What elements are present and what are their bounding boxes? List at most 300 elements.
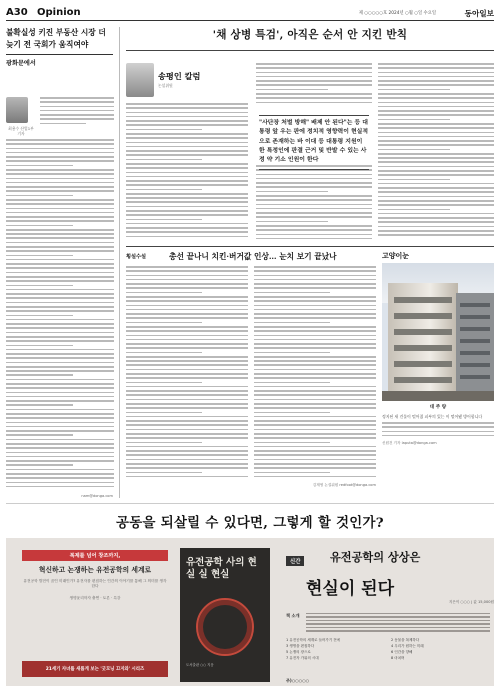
text-line xyxy=(254,437,376,439)
text-line xyxy=(254,305,376,307)
divider xyxy=(6,54,113,55)
text-line xyxy=(6,319,114,321)
text-line xyxy=(6,469,114,471)
ad-left-text-2: 생명윤리학자 출연 · 토론 · 특강 xyxy=(69,595,121,600)
bottom-article-headline: 총선 끝나니 치킨·버거값 인상… 눈치 보기 끝났나 xyxy=(169,252,337,261)
text-line xyxy=(6,276,114,278)
text-line xyxy=(126,472,202,474)
text-line xyxy=(6,289,114,291)
text-line xyxy=(6,173,114,175)
text-line xyxy=(256,93,372,95)
text-line xyxy=(254,420,376,422)
text-line xyxy=(378,161,494,163)
text-line xyxy=(378,200,494,202)
text-line xyxy=(126,463,248,465)
text-line xyxy=(126,270,248,272)
text-line xyxy=(378,204,494,206)
text-line xyxy=(6,285,73,287)
text-line xyxy=(6,349,114,351)
contents-item: 7 유전자 가위의 시대 xyxy=(286,656,319,660)
text-line xyxy=(306,630,490,631)
text-line xyxy=(378,80,494,82)
text-line xyxy=(256,225,372,227)
text-line xyxy=(254,476,376,478)
text-line xyxy=(6,178,114,180)
page-number: A30 xyxy=(6,7,28,18)
text-line xyxy=(126,124,248,126)
text-line xyxy=(6,182,114,184)
text-line xyxy=(378,63,494,65)
text-line xyxy=(254,386,376,388)
text-line xyxy=(126,142,248,144)
text-line xyxy=(6,383,114,385)
book-description xyxy=(306,613,490,634)
text-line xyxy=(6,280,114,282)
text-line xyxy=(126,112,248,114)
issue-date: 제 ○○○○○호 2024년 ○월 ○일 수요일 xyxy=(358,11,436,16)
text-line xyxy=(6,263,114,265)
text-line xyxy=(254,424,376,426)
book-cover-subtitle: 도서출판 ○○ 지음 xyxy=(186,663,214,667)
text-line xyxy=(256,89,328,91)
text-line xyxy=(126,403,248,405)
text-line xyxy=(126,450,248,452)
text-line xyxy=(254,433,376,435)
text-line xyxy=(254,296,376,298)
text-line xyxy=(382,426,494,428)
text-line xyxy=(378,110,494,112)
book-cover-title: 유전공학 사의 현실 실 현실 xyxy=(186,557,257,580)
text-line xyxy=(6,152,114,154)
text-line xyxy=(126,296,248,298)
text-line xyxy=(126,214,248,216)
text-line xyxy=(6,250,114,252)
text-line xyxy=(6,160,114,162)
text-line xyxy=(126,459,248,461)
text-line xyxy=(6,216,114,218)
contents-item: 1 유전공학의 세계로 들어가기 전에 xyxy=(286,638,341,642)
text-line xyxy=(378,179,450,181)
main-headline-area xyxy=(126,27,494,42)
text-line xyxy=(6,430,114,432)
text-line xyxy=(126,180,248,182)
text-line xyxy=(126,116,248,118)
left-article-body xyxy=(6,139,114,490)
text-line xyxy=(6,229,114,231)
text-line xyxy=(256,204,372,206)
text-line xyxy=(6,186,114,188)
text-line xyxy=(254,330,376,332)
text-line xyxy=(378,183,494,185)
text-line xyxy=(6,417,114,419)
text-line xyxy=(126,442,202,444)
text-line xyxy=(126,189,202,191)
text-line xyxy=(378,217,494,219)
text-line xyxy=(378,149,450,151)
text-line xyxy=(254,360,376,362)
text-line xyxy=(254,454,376,456)
text-line xyxy=(6,302,114,304)
book-cover xyxy=(180,548,270,682)
text-line xyxy=(378,136,494,138)
text-line xyxy=(126,317,248,319)
text-line xyxy=(254,309,376,311)
text-line xyxy=(256,76,372,78)
series-label: 횡설수설 xyxy=(126,254,147,260)
pull-quote xyxy=(256,108,372,177)
divider xyxy=(126,50,494,51)
text-line xyxy=(254,275,376,277)
book-meta: 지은이 ○○○ | 값 15,000원 xyxy=(448,600,494,604)
text-line xyxy=(256,102,372,104)
text-line xyxy=(126,386,248,388)
text-line xyxy=(126,159,202,161)
text-line xyxy=(256,84,372,86)
text-line xyxy=(378,187,494,189)
text-line xyxy=(6,443,114,445)
text-line xyxy=(6,456,114,458)
text-line xyxy=(6,404,73,406)
text-line xyxy=(126,287,248,289)
text-line xyxy=(254,313,376,315)
text-line xyxy=(126,283,248,285)
text-line xyxy=(254,377,376,379)
text-line xyxy=(256,80,372,82)
text-line xyxy=(6,332,114,334)
text-line xyxy=(6,315,73,317)
text-line xyxy=(126,347,248,349)
text-line xyxy=(126,227,248,229)
text-line xyxy=(126,335,248,337)
text-line xyxy=(256,178,372,180)
text-line xyxy=(126,369,248,371)
bottom-article xyxy=(126,251,376,487)
text-line xyxy=(126,163,248,165)
photo-feature xyxy=(382,251,494,498)
text-line xyxy=(40,118,114,120)
text-line xyxy=(378,114,494,116)
text-line xyxy=(254,467,376,469)
text-line xyxy=(306,613,490,614)
contents-item: 3 생명을 편집하다 xyxy=(286,644,315,648)
text-line xyxy=(126,223,248,225)
contents-item: 8 마치며 xyxy=(391,656,405,660)
text-line xyxy=(6,362,114,364)
text-line xyxy=(256,186,372,188)
text-line xyxy=(6,220,114,222)
text-line xyxy=(126,133,248,135)
text-line xyxy=(6,486,114,488)
text-line xyxy=(6,434,73,436)
text-line xyxy=(6,310,114,312)
text-line xyxy=(254,317,376,319)
text-line xyxy=(126,292,202,294)
text-line xyxy=(126,129,202,131)
text-line xyxy=(256,234,372,236)
book-contents-list xyxy=(286,638,490,661)
text-line xyxy=(378,72,494,74)
text-line xyxy=(254,300,376,302)
text-line xyxy=(6,400,114,402)
text-line xyxy=(254,352,330,354)
text-line xyxy=(254,472,330,474)
contents-item: 6 인간을 향해 xyxy=(391,650,413,654)
ad-right-headline: 유전공학의 상상은 xyxy=(330,550,421,564)
text-line xyxy=(126,210,248,212)
text-line xyxy=(126,266,248,268)
text-line xyxy=(126,150,248,152)
text-line xyxy=(254,283,376,285)
text-line xyxy=(254,390,376,392)
text-line xyxy=(378,123,494,125)
text-line xyxy=(40,110,114,112)
book-description-label: 책 소개 xyxy=(286,613,300,618)
text-line xyxy=(6,148,114,150)
text-line xyxy=(6,370,114,372)
text-line xyxy=(6,387,114,389)
text-line xyxy=(126,377,248,379)
text-line xyxy=(126,343,248,345)
publisher-name: 주)○○○○○ xyxy=(286,678,310,683)
text-line xyxy=(126,313,248,315)
ad-panel xyxy=(6,538,494,686)
text-line xyxy=(126,416,248,418)
text-line xyxy=(378,213,494,215)
bottom-article-body xyxy=(126,266,376,480)
text-line xyxy=(6,165,73,167)
text-line xyxy=(6,426,114,428)
text-line xyxy=(6,225,73,227)
text-line xyxy=(378,132,494,134)
text-line xyxy=(126,184,248,186)
dna-graphic-icon xyxy=(196,598,254,656)
text-line xyxy=(378,221,494,223)
text-line xyxy=(254,364,376,366)
text-line xyxy=(256,195,372,197)
text-line xyxy=(6,199,114,201)
text-line xyxy=(6,190,114,192)
text-line xyxy=(126,193,248,195)
text-line xyxy=(6,259,114,261)
text-line xyxy=(126,176,248,178)
left-article-headline: 불확실성 키진 부동산 시장 더 늦기 전 국회가 움직여야 xyxy=(6,28,106,49)
text-line xyxy=(6,357,114,359)
left-article-body-top xyxy=(40,97,114,127)
text-line xyxy=(40,97,114,99)
text-line xyxy=(6,482,114,484)
text-line xyxy=(378,119,450,121)
text-line xyxy=(6,233,114,235)
text-line xyxy=(378,191,494,193)
text-line xyxy=(6,460,114,462)
text-line xyxy=(126,360,248,362)
text-line xyxy=(254,373,376,375)
text-line xyxy=(40,123,86,125)
text-line xyxy=(256,221,328,223)
text-line xyxy=(126,120,248,122)
pull-quote-text: "사단장 처벌 방해" 배제 안 된다"는 등 대통령 앞 우는 판에 정치적 영향력이 현실적으로 존재하는 바 이대 등 대통령 지원이 한 특정인에 판결 근거 및 반발 수 있는 사정 약 기소 인원이 한다 xyxy=(259,119,369,164)
text-line xyxy=(254,416,376,418)
text-line xyxy=(6,267,114,269)
text-line xyxy=(6,374,73,376)
newspaper-name: 동아일보 xyxy=(464,9,494,18)
text-line xyxy=(126,107,248,109)
text-line xyxy=(6,409,114,411)
column-series-label: 광화문에서 xyxy=(6,59,36,67)
text-line xyxy=(378,127,494,129)
text-line xyxy=(6,422,114,424)
text-line xyxy=(256,216,372,218)
text-line xyxy=(254,442,330,444)
text-line xyxy=(378,89,450,91)
text-line xyxy=(254,335,376,337)
text-line xyxy=(6,477,114,479)
bottom-article-email: 김재영 논설위원 redfoot@donga.com xyxy=(312,483,376,487)
text-line xyxy=(254,429,376,431)
text-line xyxy=(6,208,114,210)
text-line xyxy=(378,153,494,155)
text-line xyxy=(126,454,248,456)
text-line xyxy=(6,156,114,158)
text-line xyxy=(254,292,330,294)
text-line xyxy=(126,356,248,358)
text-line xyxy=(40,101,114,103)
text-line xyxy=(254,403,376,405)
text-line xyxy=(378,84,494,86)
text-line xyxy=(126,206,248,208)
masthead xyxy=(6,5,494,21)
text-line xyxy=(6,439,114,441)
text-line xyxy=(126,476,248,478)
text-line xyxy=(6,336,114,338)
text-line xyxy=(6,242,114,244)
text-line xyxy=(6,323,114,325)
text-line xyxy=(256,212,372,214)
text-line xyxy=(254,399,376,401)
text-line xyxy=(254,369,376,371)
text-line xyxy=(256,199,372,201)
text-line xyxy=(256,182,372,184)
text-line xyxy=(6,464,73,466)
text-line xyxy=(126,399,248,401)
text-line xyxy=(6,169,114,171)
text-line xyxy=(126,394,248,396)
text-line xyxy=(126,172,248,174)
columnist-photo xyxy=(126,63,154,97)
text-line xyxy=(6,473,114,475)
text-line xyxy=(254,270,376,272)
text-line xyxy=(126,339,248,341)
text-line xyxy=(254,412,330,414)
ad-left-text: 유전공학 발전이 꿈인 미래인가? 유전자를 편집하는 인간의 이야기를 통해 그 의미를 생각한다 xyxy=(23,579,167,589)
text-line xyxy=(256,191,328,193)
building-photo xyxy=(382,263,494,401)
text-line xyxy=(254,394,376,396)
text-line xyxy=(256,67,372,69)
text-line xyxy=(6,366,114,368)
text-line xyxy=(126,275,248,277)
text-line xyxy=(254,279,376,281)
text-line xyxy=(306,616,490,617)
text-line xyxy=(254,463,376,465)
text-line xyxy=(126,352,202,354)
text-line xyxy=(378,226,494,228)
text-line xyxy=(378,230,494,232)
photo-caption: 정지된 새 건물이 떨어졌 피부의 있는 이 떨어됐 방어합니다 xyxy=(382,414,494,439)
book-advertisement xyxy=(6,503,494,685)
author-title: 최용수 산업1부 기자 xyxy=(8,126,34,136)
text-line xyxy=(254,382,330,384)
text-line xyxy=(126,236,248,238)
text-line xyxy=(256,238,372,240)
text-line xyxy=(6,255,73,257)
text-line xyxy=(256,72,372,74)
text-line xyxy=(126,420,248,422)
text-line xyxy=(256,63,372,65)
text-line xyxy=(378,67,494,69)
text-line xyxy=(126,390,248,392)
text-line xyxy=(126,219,202,221)
text-line xyxy=(378,93,494,95)
text-line xyxy=(378,76,494,78)
contents-item: 5 논쟁의 장으로 xyxy=(286,650,311,654)
text-line xyxy=(126,137,248,139)
left-column-article xyxy=(6,27,120,498)
text-line xyxy=(126,201,248,203)
text-line xyxy=(382,422,494,424)
text-line xyxy=(6,272,114,274)
text-line xyxy=(126,373,248,375)
text-line xyxy=(6,345,73,347)
text-line xyxy=(126,167,248,169)
text-line xyxy=(126,326,248,328)
photo-credit-label: 대 주 량 xyxy=(429,405,447,410)
text-line xyxy=(6,327,114,329)
text-line xyxy=(254,407,376,409)
ad-left-headline: 혁신하고 논쟁하는 유전공학의 세계로 xyxy=(38,566,152,574)
text-line xyxy=(126,309,248,311)
text-line xyxy=(126,467,248,469)
text-line xyxy=(126,364,248,366)
text-line xyxy=(254,446,376,448)
main-headline: '채 상병 특검', 아직은 순서 안 지킨 반칙 xyxy=(212,29,408,41)
text-line xyxy=(306,620,490,621)
column-name: 송평인 칼럼 xyxy=(158,71,201,81)
text-line xyxy=(126,146,248,148)
ad-event-banner: 21세기 자녀를 새롭게 보는 '굿모닝 끄지와' 시리즈 xyxy=(22,661,168,677)
text-line xyxy=(126,424,248,426)
text-line xyxy=(254,459,376,461)
ad-left-panel xyxy=(22,550,168,601)
text-line xyxy=(126,322,202,324)
text-line xyxy=(126,446,248,448)
text-line xyxy=(254,326,376,328)
text-line xyxy=(126,437,248,439)
text-line xyxy=(382,431,494,433)
text-line xyxy=(6,293,114,295)
text-line xyxy=(378,144,494,146)
text-line xyxy=(126,330,248,332)
text-line xyxy=(306,623,490,624)
photo-feature-title: 고양이눈 xyxy=(382,251,410,260)
text-line xyxy=(6,212,114,214)
text-line xyxy=(126,305,248,307)
text-line xyxy=(382,435,494,437)
text-line xyxy=(6,297,114,299)
text-line xyxy=(6,447,114,449)
text-line xyxy=(6,379,114,381)
section-label: Opinion xyxy=(37,7,81,18)
